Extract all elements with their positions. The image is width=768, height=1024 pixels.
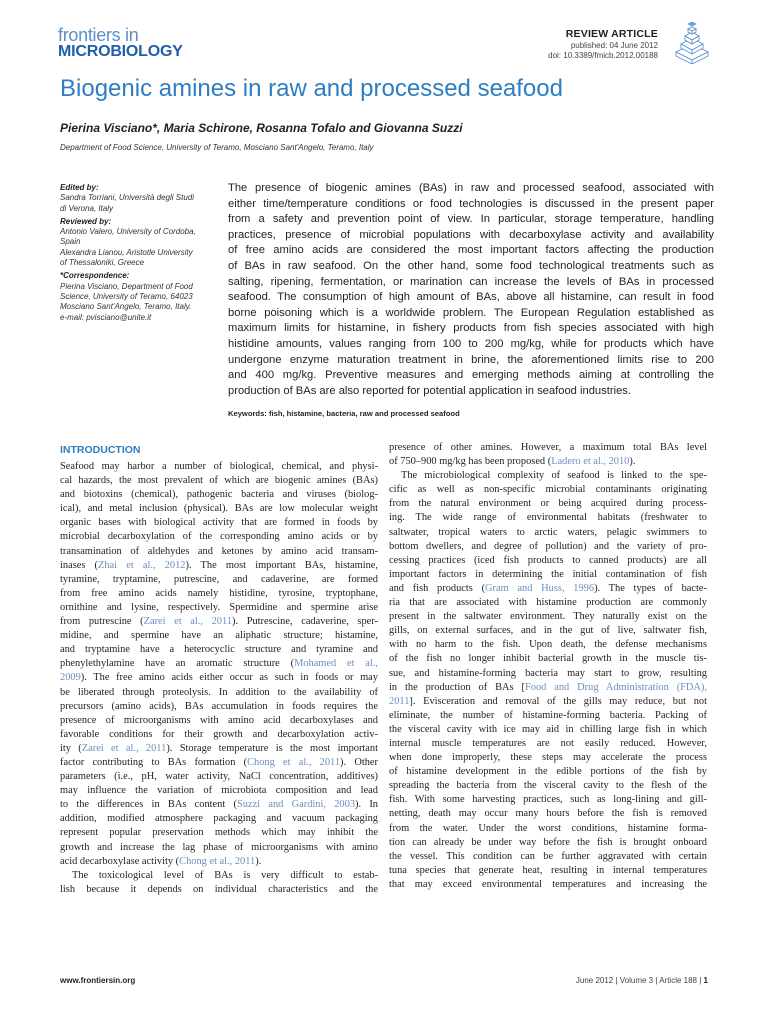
- line-text: ).: [255, 855, 262, 867]
- abstract-line: production of BAs are also reported for potential application in seafood industries.: [228, 384, 631, 397]
- correspondence-line: Mosciano Sant'Angelo, Teramo, Italy.: [60, 302, 192, 312]
- body-text-line: [389, 751, 707, 765]
- line-text: be liberated through proteolysis. In addition to the availability of: [60, 686, 378, 698]
- citation-link[interactable]: Gram and Huss, 1996: [485, 582, 595, 594]
- edited-by-line: Sandra Torriani, Università degli Studi: [60, 193, 194, 203]
- body-text-line: [60, 714, 378, 728]
- body-text-line: [389, 624, 707, 638]
- body-text-line: [60, 643, 378, 657]
- line-text: parameters (i.e., pH, water activity, NaCl concentration, additives): [60, 771, 378, 783]
- body-column-right: [389, 441, 707, 892]
- line-text: ical), and metal inclusion (physical). BAs are low molecular weight: [60, 503, 378, 515]
- body-text-line: [60, 742, 378, 756]
- abstract-line: The presence of biogenic amines (BAs) in raw and processed seafood, associated with: [228, 182, 714, 194]
- body-text-line: [389, 610, 707, 624]
- line-text: bottom dwellers, and degree of pollution) and the variety of pro-: [389, 540, 707, 552]
- body-text-line: [389, 652, 707, 666]
- line-text: ).: [629, 456, 636, 468]
- body-text-line: [60, 784, 378, 798]
- line-text: addition, modified atmosphere packaging and vacuum packaging: [60, 813, 378, 825]
- line-text: tuna species that generate heat, resulting in internal temperatures: [389, 864, 707, 876]
- line-text: netting, death may occur many hours before the fish is removed: [389, 808, 707, 820]
- citation-link[interactable]: 2009: [60, 672, 81, 684]
- body-text-line: [389, 526, 707, 540]
- body-text-line: [60, 460, 378, 474]
- edited-by-value: [60, 193, 220, 214]
- footer-page-number: 1: [703, 976, 708, 985]
- line-text: presence of microorganisms with amino acid decarboxylases and: [60, 714, 378, 726]
- abstract-line: from a safety and prevention point of view. In particular, storage temperature, handling: [228, 213, 714, 226]
- line-text: in the production of BAs [: [389, 681, 525, 693]
- line-text: of the fish no longer inhibit bacterial growth in the muscle tis-: [389, 653, 707, 665]
- edited-by-line: di Verona, Italy: [60, 203, 114, 213]
- correspondence-email[interactable]: e-mail: pvisciano@unite.it: [60, 312, 152, 322]
- abstract-line: practices, presence of microbial populations with decarboxylase activity and availability: [228, 228, 714, 241]
- line-text: ria that are associated with histamine production are commonly: [389, 597, 707, 609]
- line-text: and fish products (: [389, 582, 486, 594]
- abstract-line: seafood. The consumption of high amount of BAs, above all histamine, can result in food: [228, 291, 714, 304]
- footer-website-link[interactable]: www.frontiersin.org: [60, 976, 136, 985]
- body-text-line: [60, 700, 378, 714]
- line-text: microbial decarboxylation of the corresponding amino acids or by: [60, 531, 378, 543]
- body-text-line: [389, 765, 707, 779]
- correspondence-value: [60, 282, 220, 323]
- body-text-line: [60, 841, 378, 855]
- line-text: cal hazards, the most prevalent of which are biogenic amines (BAs): [60, 475, 378, 487]
- body-text-line: [389, 511, 707, 525]
- body-text-line: [60, 587, 378, 601]
- line-text: ). Putrescine, cadaverine, sper-: [232, 616, 378, 628]
- abstract-line: undergone enzyme maturation treatment in brine, the aforementioned limits rise to 200: [228, 353, 714, 366]
- line-text: the vessel. This condition can be further aggravated with certain: [389, 850, 707, 862]
- body-text-line: [389, 582, 707, 596]
- body-text-line: [389, 822, 707, 836]
- line-text: ). The free amino acids either occur as such in foods or may: [80, 672, 378, 684]
- abstract-line: maximum limits for histamine, in fishery products from fish species associated with high: [228, 322, 714, 335]
- body-text-line: [60, 812, 378, 826]
- body-text-line: [60, 826, 378, 840]
- body-text-line: [389, 681, 707, 695]
- line-text: ity (: [60, 742, 82, 754]
- line-text: fish. With some harvesting practices, such as long-lining and gill-: [389, 794, 707, 806]
- body-text-line: [60, 798, 378, 812]
- line-text: that may exceed environmental temperatures and increasing the: [389, 878, 707, 890]
- line-text: favorable conditions for their growth and decarboxylation activ-: [60, 728, 378, 740]
- abstract-line: either time/temperature conditions or food technologies is discussed in the present paper: [228, 197, 714, 210]
- citation-link[interactable]: Food and Drug Administration (FDA),: [524, 681, 707, 693]
- body-text-line: [389, 723, 707, 737]
- reviewed-by-line: Alexandra Lianou, Aristotle University: [60, 247, 193, 257]
- reviewed-by-value: [60, 227, 220, 268]
- section-heading-introduction: INTRODUCTION: [60, 444, 141, 456]
- line-text: inases (: [60, 559, 99, 571]
- body-text-line: [389, 667, 707, 681]
- body-text-line: [60, 855, 378, 869]
- body-text-line: [60, 629, 378, 643]
- body-text-line: [389, 497, 707, 511]
- citation-link[interactable]: Zarei et al., 2011: [81, 742, 167, 754]
- citation-link[interactable]: Zarei et al., 2011: [143, 616, 233, 628]
- body-text-line: [389, 864, 707, 878]
- line-text: when done improperly, these steps may accelerate the process: [389, 752, 707, 764]
- body-text-line: [60, 657, 378, 671]
- line-text: ). Other: [340, 756, 378, 768]
- line-text: growth and increase the lag phase of microorganisms with amino: [60, 841, 378, 853]
- body-text-line: [60, 545, 378, 559]
- correspondence-line: Pierina Visciano, Department of Food: [60, 281, 193, 291]
- body-text-line: [389, 469, 707, 483]
- body-text-line: [389, 596, 707, 610]
- body-text-line: [389, 878, 707, 892]
- article-title: Biogenic amines in raw and processed seafood: [60, 75, 563, 102]
- line-text: tyramine, tryptamine, putrescine, and cadaverine, are formed: [60, 573, 378, 585]
- line-text: phenylethylamine have an aromatic structure (: [60, 658, 295, 670]
- line-text: from free amino acids namely histidine, tyrosine, tryptophane,: [60, 587, 378, 599]
- line-text: ). The types of bacte-: [594, 582, 707, 594]
- line-text: acid decarboxylase activity (: [60, 855, 180, 867]
- line-text: may influence the variation of microbiota composition and lead: [60, 785, 378, 797]
- line-text: the visceral cavity with ice may aid in chilling large fish in which: [389, 723, 707, 735]
- line-text: ). Storage temperature is the most important: [166, 742, 378, 754]
- citation-link[interactable]: Chong et al., 2011: [179, 855, 256, 867]
- citation-link[interactable]: Ladero et al., 2010: [551, 456, 630, 468]
- line-text: The toxicological level of BAs is very difficult to estab-: [72, 869, 378, 881]
- abstract-line: and 400 mg/kg. Preventive measures and emerging methods aiming at controlling the: [228, 369, 714, 382]
- edited-by-label: Edited by:: [60, 183, 99, 192]
- keywords: [228, 409, 460, 418]
- body-text-line: [60, 671, 378, 685]
- body-text-line: [389, 483, 707, 497]
- line-text: spreading the bacteria from the visceral cavity to the flesh of the: [389, 780, 707, 792]
- line-text: from the natural environment or being acquired during process-: [389, 498, 707, 510]
- line-text: important factors in determining the initial contamination of fish: [389, 568, 707, 580]
- line-text: factor contributing to BAs formation (: [60, 756, 248, 768]
- line-text: cific as well as non-specific microbial contaminants originating: [389, 484, 707, 496]
- body-text-line: [389, 779, 707, 793]
- abstract-line: borne poisoning which is a worldwide problem. The European Regulation established as: [228, 306, 714, 319]
- body-text-line: [60, 573, 378, 587]
- body-text-line: [389, 737, 707, 751]
- footer-volume-article: June 2012 | Volume 3 | Article 188 |: [575, 976, 702, 985]
- body-text-line: [389, 850, 707, 864]
- body-text-line: [60, 883, 378, 897]
- reviewed-by-line: Antonio Valero, University of Cordoba,: [60, 227, 196, 237]
- body-text-line: [60, 686, 378, 700]
- line-text: tion can already be under way before the fish is brought onboard: [389, 836, 707, 848]
- reviewed-by-line: of Thessaloniki, Greece: [60, 258, 145, 268]
- body-text-line: [389, 455, 707, 469]
- line-text: saltwater, tropical waters to arctic waters, pelagic swimmers to: [389, 526, 707, 538]
- citation-link[interactable]: Zhai et al., 2012: [98, 559, 186, 571]
- editorial-sidebar: [60, 183, 220, 326]
- abstract: [228, 181, 714, 399]
- line-text: Seafood may harbor a number of biological, chemical, and physi-: [60, 461, 378, 472]
- body-text-line: [389, 638, 707, 652]
- correspondence-line: Science, University of Teramo, 64023: [60, 291, 193, 301]
- line-text: and biotoxins (chemical), pathogenic bacteria and viruses (biolog-: [60, 489, 378, 501]
- body-text-line: [60, 601, 378, 615]
- doi-text: doi: 10.3389/fmicb.2012.00188: [548, 51, 658, 60]
- body-text-line: [389, 441, 707, 455]
- keywords-value: fish, histamine, bacteria, raw and processed seafood: [268, 409, 460, 418]
- article-type-label: REVIEW ARTICLE: [565, 28, 658, 40]
- left-column-text: [60, 460, 378, 897]
- body-text-line: [389, 793, 707, 807]
- line-text: midine, and spermine have an aliphatic structure; histamine,: [60, 630, 378, 642]
- footer-issue-info: [576, 976, 708, 985]
- line-text: eliminate, the number of histamine-forming bacteria. Packing of: [389, 709, 707, 721]
- abstract-line: of free amino acids are considered the most important factors affecting the production: [228, 244, 714, 257]
- body-text-line: [60, 530, 378, 544]
- line-text: organic bases with biological activity that are formed in foods by: [60, 517, 378, 529]
- body-text-line: [60, 770, 378, 784]
- abstract-line: of BAs in raw seafood. On the other hand, some food technological treatments such as: [228, 259, 714, 272]
- line-text: with no harm to the fish. Upon death, the defense mechanisms: [389, 639, 707, 651]
- abstract-line: salting, ripening, fermentation, or marination can increase the levels of BAs in processed: [228, 275, 714, 288]
- line-text: lish because it depends on individual characteristics and the: [60, 883, 378, 895]
- reviewed-by-label: Reviewed by:: [60, 216, 112, 226]
- stacked-cubes-icon: [672, 22, 712, 64]
- line-text: ). In: [355, 799, 379, 811]
- line-text: ). The most important BAs, histamine,: [185, 559, 379, 571]
- line-text: ing. The wide range of environmental habitats (freshwater to: [389, 512, 707, 524]
- body-text-line: [60, 516, 378, 530]
- abstract-line: histidine amounts, values ranging from 100 to 200 mg/kg, while for products which have: [228, 337, 714, 350]
- body-text-line: [389, 709, 707, 723]
- journal-logo-line2: MICROBIOLOGY: [58, 43, 183, 60]
- citation-link[interactable]: Mohamed et al.,: [294, 658, 378, 670]
- body-text-line: [60, 502, 378, 516]
- body-text-line: [60, 615, 378, 629]
- author-affiliation: Department of Food Science, University of Teramo, Mosciano Sant'Angelo, Teramo, Italy: [60, 143, 374, 152]
- body-text-line: [389, 836, 707, 850]
- line-text: and tryptamine have a heterocyclic structure and tyramine and: [60, 644, 378, 656]
- author-list: Pierina Visciano*, Maria Schirone, Rosanna Tofalo and Giovanna Suzzi: [60, 121, 463, 135]
- citation-link[interactable]: 2011: [389, 695, 410, 707]
- line-text: sue, and histamine-forming bacteria may start to grow, resulting: [389, 667, 707, 679]
- keywords-label: Keywords:: [228, 409, 267, 418]
- body-text-line: [389, 540, 707, 554]
- body-text-line: [389, 695, 707, 709]
- right-column-text: [389, 441, 707, 892]
- line-text: ornithine and lysine, respectively. Spermidine and spermine arise: [60, 601, 378, 613]
- published-date: published: 04 June 2012: [570, 41, 658, 50]
- body-text-line: [60, 474, 378, 488]
- line-text: cessing practices (iced fish products to canned products) are all: [389, 554, 707, 566]
- line-text: from the water. Under the worst conditions, histamine forma-: [389, 822, 707, 834]
- body-text-line: [60, 488, 378, 502]
- body-text-line: [389, 568, 707, 582]
- line-text: presence of other amines. However, a maximum total BAs level: [389, 442, 707, 453]
- line-text: gills, on external surfaces, and in the gut of live, saltwater fish,: [389, 625, 707, 637]
- body-column-left: [60, 441, 378, 897]
- citation-link[interactable]: Chong et al., 2011: [247, 756, 341, 768]
- body-text-line: [60, 559, 378, 573]
- line-text: transamination of aldehydes and ketones by amino acid transam-: [60, 545, 378, 557]
- reviewed-by-line: Spain: [60, 237, 81, 247]
- line-text: ]. Evisceration and removal of the gills may reduce, but not: [409, 695, 707, 707]
- journal-logo-line1: frontiers in: [58, 25, 139, 45]
- line-text: to the differences in BAs content (: [60, 799, 237, 811]
- line-text: The microbiological complexity of seafood is linked to the spe-: [401, 470, 707, 482]
- line-text: of histamine development in the edible portions of the fish by: [389, 766, 707, 778]
- line-text: represent popular preservation methods which may inhibit the: [60, 827, 378, 839]
- citation-link[interactable]: Suzzi and Gardini, 2003: [236, 799, 356, 811]
- body-text-line: [389, 554, 707, 568]
- line-text: present in the saltwater environment. They naturally exist on the: [389, 611, 707, 623]
- line-text: internal muscle temperatures are not easily reduced. However,: [389, 737, 707, 749]
- body-text-line: [60, 869, 378, 883]
- correspondence-label: *Correspondence:: [60, 271, 130, 281]
- line-text: of 750–900 mg/kg has been proposed (: [389, 456, 552, 468]
- body-text-line: [60, 756, 378, 770]
- body-text-line: [389, 807, 707, 821]
- line-text: from putrescine (: [60, 616, 144, 628]
- line-text: precursors (amino acids), BAs accumulation in foods requires the: [60, 700, 378, 712]
- body-text-line: [60, 728, 378, 742]
